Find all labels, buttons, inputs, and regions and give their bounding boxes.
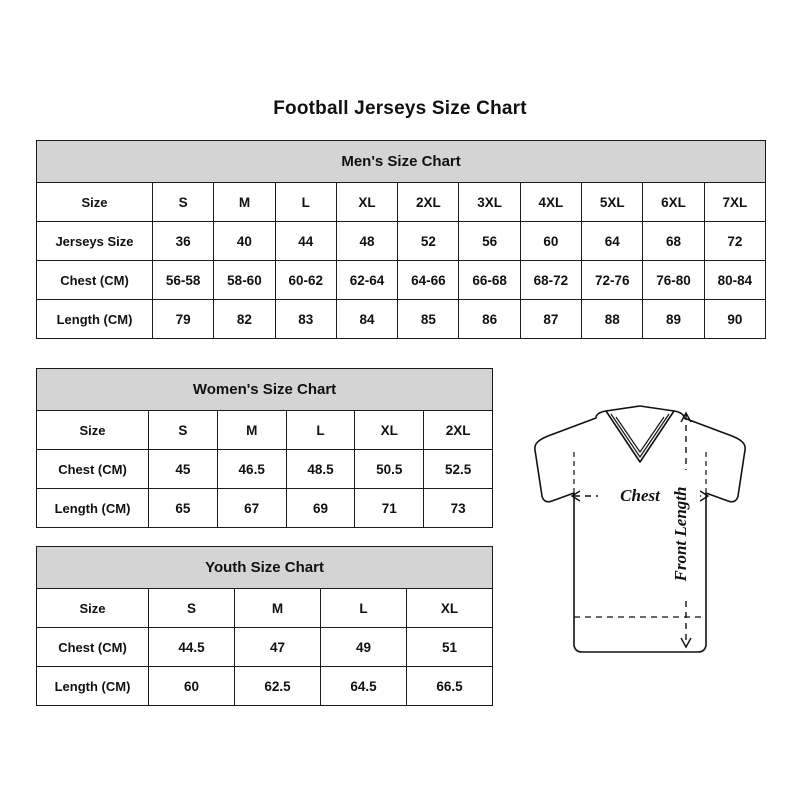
table-cell: M bbox=[217, 411, 286, 450]
row-label: Size bbox=[37, 183, 153, 222]
table-cell: 85 bbox=[398, 300, 459, 339]
table-cell: 80-84 bbox=[704, 261, 765, 300]
table-cell: 60-62 bbox=[275, 261, 336, 300]
table-cell: L bbox=[275, 183, 336, 222]
table-cell: 47 bbox=[235, 628, 321, 667]
table-cell: 76-80 bbox=[643, 261, 704, 300]
table-cell: 46.5 bbox=[217, 450, 286, 489]
youth-size-chart-table bbox=[36, 546, 493, 706]
womens-size-chart-table bbox=[36, 368, 493, 528]
table-cell: M bbox=[235, 589, 321, 628]
row-label: Chest (CM) bbox=[37, 628, 149, 667]
row-label: Length (CM) bbox=[37, 300, 153, 339]
table-cell: 60 bbox=[149, 667, 235, 706]
table-caption-row bbox=[37, 547, 493, 589]
table-cell: M bbox=[214, 183, 275, 222]
table-cell: XL bbox=[336, 183, 397, 222]
table-cell: 7XL bbox=[704, 183, 765, 222]
row-label: Length (CM) bbox=[37, 667, 149, 706]
youth-table-caption: Youth Size Chart bbox=[37, 547, 493, 589]
table-cell: 67 bbox=[217, 489, 286, 528]
table-cell: 64-66 bbox=[398, 261, 459, 300]
table-cell: 56 bbox=[459, 222, 520, 261]
table-cell: 68 bbox=[643, 222, 704, 261]
table-row bbox=[37, 183, 766, 222]
table-row bbox=[37, 222, 766, 261]
table-cell: 71 bbox=[355, 489, 424, 528]
table-cell: 52.5 bbox=[424, 450, 493, 489]
table-row bbox=[37, 300, 766, 339]
table-cell: 58-60 bbox=[214, 261, 275, 300]
table-cell: 66.5 bbox=[407, 667, 493, 706]
table-cell: 68-72 bbox=[520, 261, 581, 300]
table-cell: 73 bbox=[424, 489, 493, 528]
row-label: Length (CM) bbox=[37, 489, 149, 528]
table-cell: 87 bbox=[520, 300, 581, 339]
mens-table-caption: Men's Size Chart bbox=[37, 141, 766, 183]
table-cell: 72-76 bbox=[582, 261, 643, 300]
page-title: Football Jerseys Size Chart bbox=[273, 98, 527, 119]
table-cell: 64 bbox=[582, 222, 643, 261]
table-cell: S bbox=[153, 183, 214, 222]
table-row bbox=[37, 411, 493, 450]
table-cell: L bbox=[321, 589, 407, 628]
table-cell: 40 bbox=[214, 222, 275, 261]
row-label: Chest (CM) bbox=[37, 450, 149, 489]
table-cell: 2XL bbox=[424, 411, 493, 450]
table-cell: 62-64 bbox=[336, 261, 397, 300]
table-cell: 44 bbox=[275, 222, 336, 261]
table-cell: 45 bbox=[149, 450, 218, 489]
table-cell: 88 bbox=[582, 300, 643, 339]
table-caption-row bbox=[37, 369, 493, 411]
table-cell: S bbox=[149, 589, 235, 628]
table-cell: 2XL bbox=[398, 183, 459, 222]
table-cell: 44.5 bbox=[149, 628, 235, 667]
table-cell: 51 bbox=[407, 628, 493, 667]
table-cell: 90 bbox=[704, 300, 765, 339]
tshirt-measurement-diagram bbox=[500, 400, 780, 700]
table-cell: 65 bbox=[149, 489, 218, 528]
table-cell: 62.5 bbox=[235, 667, 321, 706]
table-cell: 4XL bbox=[520, 183, 581, 222]
table-row bbox=[37, 450, 493, 489]
table-cell: 48 bbox=[336, 222, 397, 261]
table-row bbox=[37, 589, 493, 628]
table-cell: 60 bbox=[520, 222, 581, 261]
mens-size-chart-table bbox=[36, 140, 766, 339]
table-cell: 82 bbox=[214, 300, 275, 339]
row-label: Size bbox=[37, 589, 149, 628]
table-cell: 49 bbox=[321, 628, 407, 667]
table-cell: 56-58 bbox=[153, 261, 214, 300]
table-caption-row bbox=[37, 141, 766, 183]
table-cell: 83 bbox=[275, 300, 336, 339]
table-cell: XL bbox=[407, 589, 493, 628]
table-cell: 79 bbox=[153, 300, 214, 339]
table-cell: 84 bbox=[336, 300, 397, 339]
table-cell: 89 bbox=[643, 300, 704, 339]
table-cell: 3XL bbox=[459, 183, 520, 222]
table-cell: 5XL bbox=[582, 183, 643, 222]
table-cell: 72 bbox=[704, 222, 765, 261]
table-cell: 48.5 bbox=[286, 450, 355, 489]
chest-label: Chest bbox=[620, 486, 660, 505]
table-cell: S bbox=[149, 411, 218, 450]
front-length-label: Front Length bbox=[671, 486, 690, 582]
tshirt-outline bbox=[535, 406, 745, 652]
row-label: Size bbox=[37, 411, 149, 450]
table-row bbox=[37, 628, 493, 667]
table-cell: 86 bbox=[459, 300, 520, 339]
table-row bbox=[37, 489, 493, 528]
table-cell: 64.5 bbox=[321, 667, 407, 706]
table-row bbox=[37, 261, 766, 300]
row-label: Jerseys Size bbox=[37, 222, 153, 261]
table-cell: 6XL bbox=[643, 183, 704, 222]
table-cell: XL bbox=[355, 411, 424, 450]
table-cell: 69 bbox=[286, 489, 355, 528]
table-cell: 66-68 bbox=[459, 261, 520, 300]
table-cell: 36 bbox=[153, 222, 214, 261]
table-cell: 52 bbox=[398, 222, 459, 261]
womens-table-caption: Women's Size Chart bbox=[37, 369, 493, 411]
table-cell: 50.5 bbox=[355, 450, 424, 489]
table-row bbox=[37, 667, 493, 706]
table-cell: L bbox=[286, 411, 355, 450]
row-label: Chest (CM) bbox=[37, 261, 153, 300]
